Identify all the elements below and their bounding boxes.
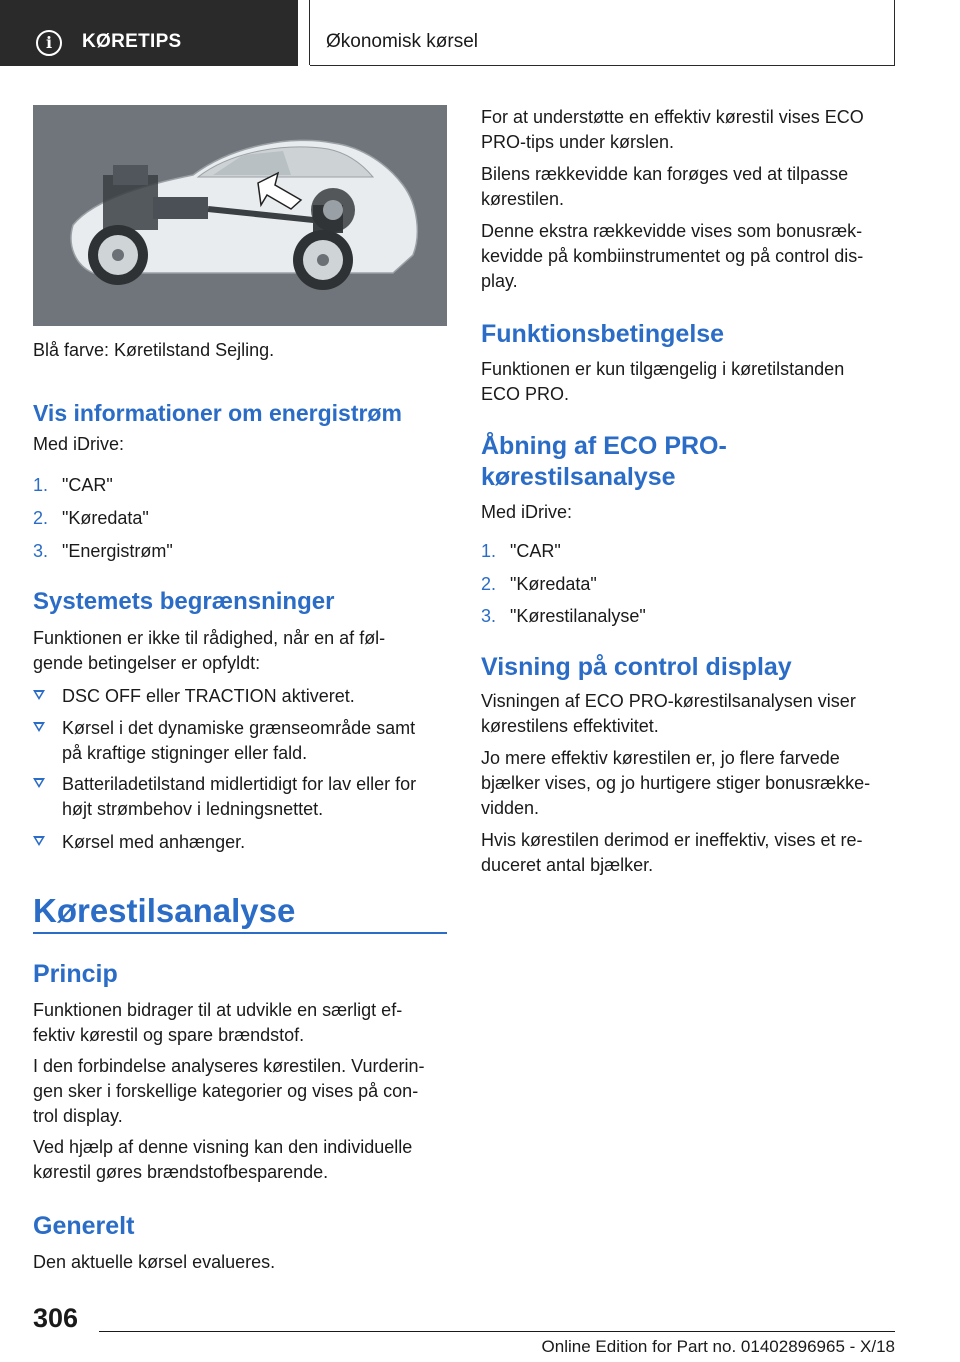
step-1: 1. "CAR" xyxy=(481,541,561,561)
intro-line: kevidde på kombiinstrumentet og på control dis- xyxy=(481,246,864,266)
triangle-bullet-icon xyxy=(33,836,45,846)
display-line: bjælker vises, og jo hurtigere stiger bonusrække- xyxy=(481,773,871,793)
system-text-line2: gende betingelser er opfyldt: xyxy=(33,653,261,673)
idrive-label-1: Med iDrive: xyxy=(33,434,125,454)
triangle-bullet-icon xyxy=(33,690,45,700)
display-line: vidden. xyxy=(481,798,540,818)
principle-line: gen sker i forskellige kategorier og vises på con- xyxy=(33,1081,419,1101)
car-illustration xyxy=(33,105,447,326)
function-text-line2: ECO PRO. xyxy=(481,384,570,404)
triangle-bullet-icon xyxy=(33,722,45,732)
heading-open-analysis-line1: Åbning af ECO PRO- xyxy=(481,432,727,460)
info-icon: i xyxy=(36,30,62,56)
step-2: 2. "Køredata" xyxy=(33,508,149,528)
header-chapter-label: Økonomisk kørsel xyxy=(326,31,479,52)
system-text-line1: Funktionen er ikke til rådighed, når en af føl- xyxy=(33,628,386,648)
principle-line: fektiv kørestil og spare brændstof. xyxy=(33,1025,305,1045)
intro-line: PRO-tips under kørslen. xyxy=(481,132,675,152)
step-2: 2. "Køredata" xyxy=(481,574,597,594)
footer-divider xyxy=(99,1331,895,1332)
intro-line: For at understøtte en effektiv kørestil vises ECO xyxy=(481,107,864,127)
heading-driving-analysis: Kørestilsanalyse xyxy=(33,892,296,929)
display-line: Hvis kørestilen derimod er ineffektiv, vises et re- xyxy=(481,830,863,850)
display-line: kørestilens effektivitet. xyxy=(481,716,659,736)
footer-edition: Online Edition for Part no. 01402896965 - X/18 xyxy=(541,1337,895,1356)
step-3: 3. "Kørestilanalyse" xyxy=(481,606,646,626)
display-line: Visningen af ECO PRO-kørestilsanalysen viser xyxy=(481,691,856,711)
intro-line: Bilens rækkevidde kan forøges ved at tilpasse xyxy=(481,164,849,184)
section-divider xyxy=(33,932,447,934)
idrive-label-2: Med iDrive: xyxy=(481,502,573,522)
heading-function-condition: Funktionsbetingelse xyxy=(481,320,725,348)
heading-energy-flow: Vis informationer om energistrøm xyxy=(33,400,402,426)
heading-open-analysis-line2: kørestilsanalyse xyxy=(481,463,676,491)
header-section-label: KØRETIPS xyxy=(82,31,182,52)
triangle-bullet-icon xyxy=(33,778,45,788)
intro-line: play. xyxy=(481,271,518,291)
figure-caption: Blå farve: Køretilstand Sejling. xyxy=(33,340,275,360)
intro-line: kørestilen. xyxy=(481,189,565,209)
general-text: Den aktuelle kørsel evalueres. xyxy=(33,1252,276,1272)
step-1: 1. "CAR" xyxy=(33,475,113,495)
heading-system-limits: Systemets begrænsninger xyxy=(33,588,335,615)
function-text-line1: Funktionen er kun tilgængelig i køretilstanden xyxy=(481,359,845,379)
principle-line: Funktionen bidrager til at udvikle en særligt ef- xyxy=(33,1000,403,1020)
heading-principle: Princip xyxy=(33,960,118,988)
heading-general: Generelt xyxy=(33,1212,135,1240)
principle-line: kørestil gøres brændstofbesparende. xyxy=(33,1162,329,1182)
car-drivetrain-figure xyxy=(33,105,447,326)
intro-line: Denne ekstra rækkevidde vises som bonusræk- xyxy=(481,221,863,241)
principle-line: I den forbindelse analyseres kørestilen. Vurderin- xyxy=(33,1056,425,1076)
page-number: 306 xyxy=(33,1303,79,1333)
principle-line: trol display. xyxy=(33,1106,123,1126)
step-3: 3. "Energistrøm" xyxy=(33,541,173,561)
principle-line: Ved hjælp af denne visning kan den individuelle xyxy=(33,1137,413,1157)
header-section-tab xyxy=(0,0,298,66)
display-line: Jo mere effektiv kørestilen er, jo flere farvede xyxy=(481,748,840,768)
heading-control-display: Visning på control display xyxy=(481,653,792,681)
display-line: duceret antal bjælker. xyxy=(481,855,654,875)
header-chapter-tab xyxy=(310,0,895,66)
